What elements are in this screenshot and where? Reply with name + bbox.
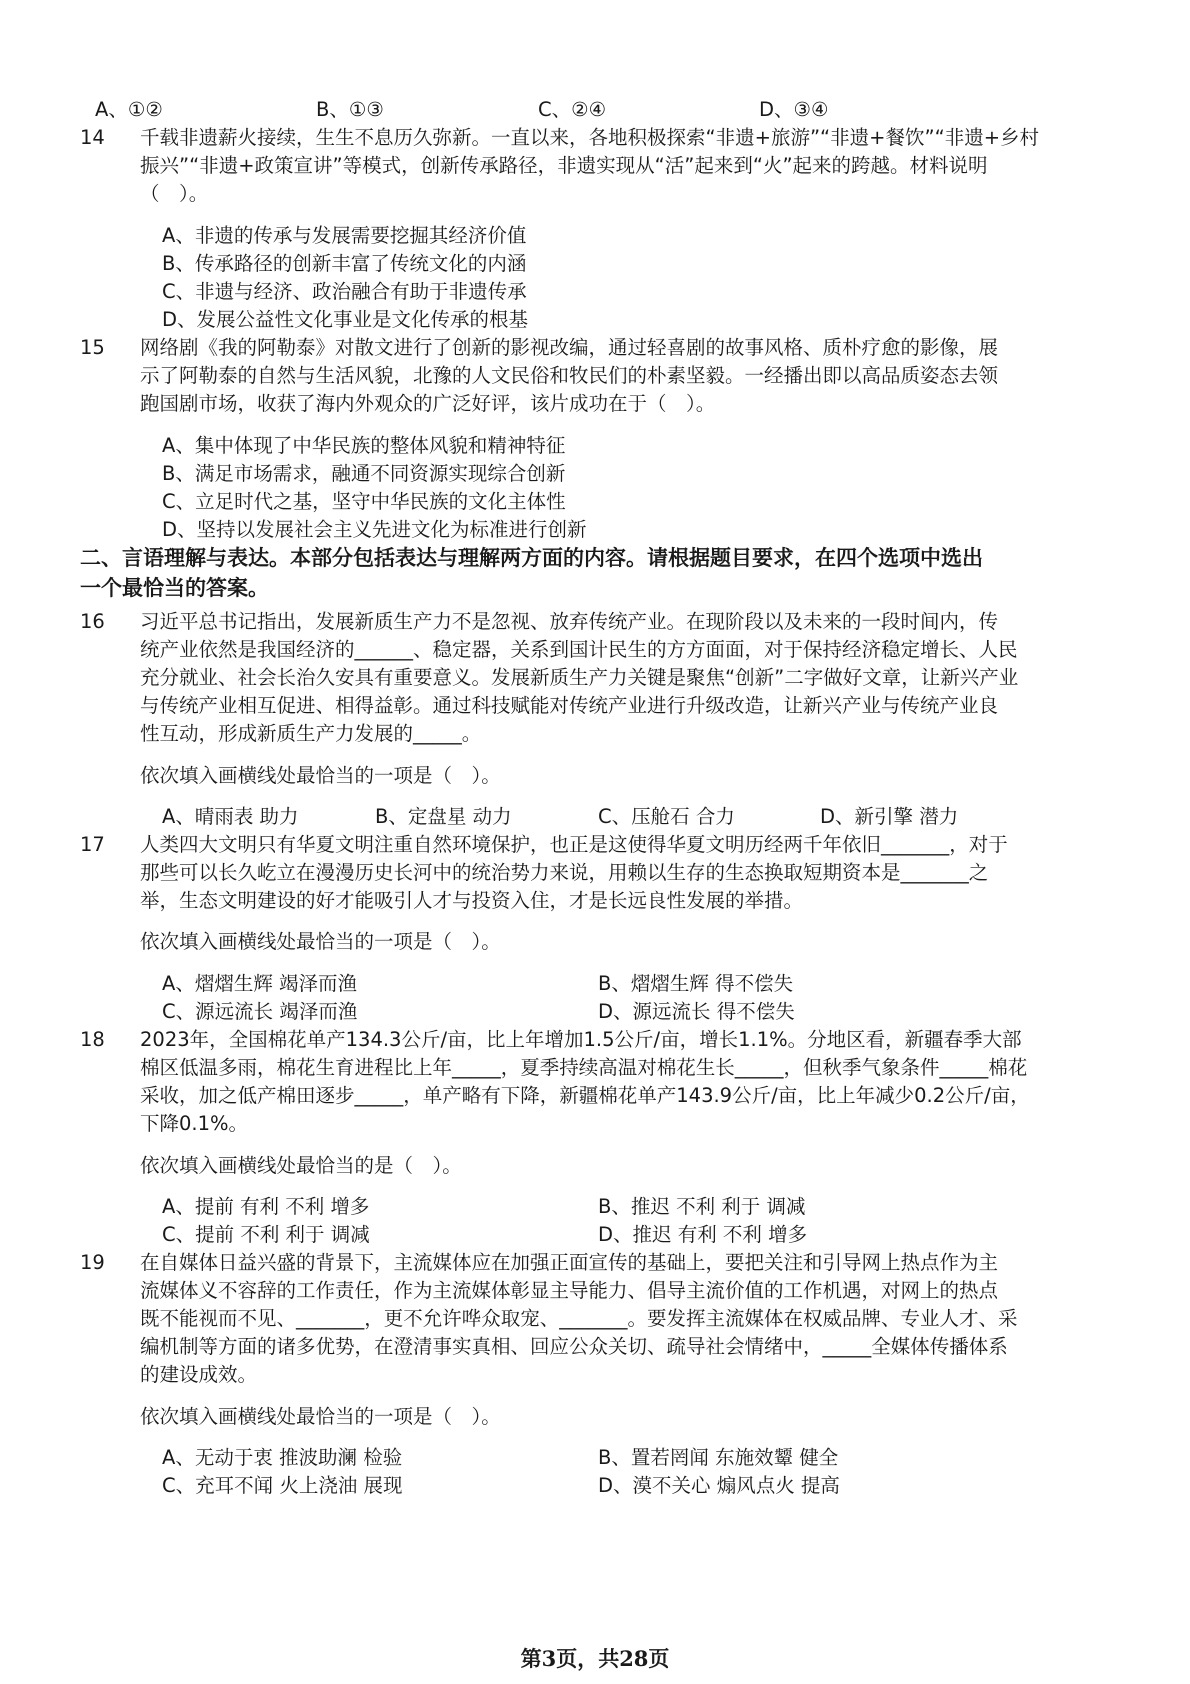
question-stem-line: 采收，加之低产棉田逐步_____，单产略有下降，新疆棉花单产143.9公斤/亩，比上年减少0.2公斤/亩， [140,1084,1030,1107]
question-number: 18 [80,1028,105,1051]
q13-option-d: D、③④ [759,98,829,121]
question-number: 15 [80,336,105,359]
q18-option-d: D、推迟 有利 不利 增多 [598,1223,808,1246]
question-prompt: 依次填入画横线处最恰当的一项是（ ）。 [140,930,501,953]
question-stem-line: 那些可以长久屹立在漫漫历史长河中的统治势力来说，用赖以生存的生态换取短期资本是_______之 [140,861,989,884]
question-stem-line: 举，生态文明建设的好才能吸引人才与投资入住，才是长远良性发展的举措。 [140,889,804,912]
question-stem-line: 统产业依然是我国经济的______、稳定器，关系到国计民生的方方面面，对于保持经济稳定增长、人民 [140,638,1018,661]
question-number: 17 [80,833,105,856]
q15-option-b: B、满足市场需求，融通不同资源实现综合创新 [162,462,566,485]
q17-option-a: A、熠熠生辉 竭泽而渔 [162,972,358,995]
question-number: 16 [80,610,105,633]
question-number: 14 [80,126,105,149]
q13-option-b: B、①③ [316,98,384,121]
q15-option-a: A、集中体现了中华民族的整体风貌和精神特征 [162,434,566,457]
question-stem-line: 既不能视而不见、_______，更不允许哗众取宠、_______。要发挥主流媒体在权威品牌、专业人才、采 [140,1307,1018,1330]
q13-option-c: C、②④ [538,98,607,121]
q14-option-b: B、传承路径的创新丰富了传统文化的内涵 [162,252,527,275]
q16-option-b: B、定盘星 动力 [375,805,512,828]
q14-option-d: D、发展公益性文化事业是文化传承的根基 [162,308,529,331]
question-stem-line: 在自媒体日益兴盛的背景下，主流媒体应在加强正面宣传的基础上，要把关注和引导网上热点作为主 [140,1251,999,1274]
question-stem-line: 棉区低温多雨，棉花生育进程比上年_____，夏季持续高温对棉花生长_____，但秋季气象条件_____棉花 [140,1056,1028,1079]
question-stem-line: 流媒体义不容辞的工作责任，作为主流媒体彰显主导能力、倡导主流价值的工作机遇，对网上的热点 [140,1279,999,1302]
question-stem-line: 习近平总书记指出，发展新质生产力不是忽视、放弃传统产业。在现阶段以及未来的一段时间内，传 [140,610,999,633]
question-stem-line: 下降0.1%。 [140,1112,249,1135]
question-prompt: 依次填入画横线处最恰当的是（ ）。 [140,1154,462,1177]
question-stem-line: 振兴”“非遗+政策宣讲”等模式，创新传承路径，非遗实现从“活”起来到“火”起来的跨越。材料说明 [140,154,988,177]
q16-option-c: C、压舱石 合力 [598,805,735,828]
q19-option-d: D、漠不关心 煽风点火 提高 [598,1474,840,1497]
question-stem-line: 与传统产业相互促进、相得益彰。通过科技赋能对传统产业进行升级改造，让新兴产业与传统产业良 [140,694,999,717]
question-stem-line: 的建设成效。 [140,1363,258,1386]
question-stem-line: 编机制等方面的诸多优势，在澄清事实真相、回应公众关切、疏导社会情绪中，_____全媒体传播体系 [140,1335,1008,1358]
q16-option-a: A、晴雨表 助力 [162,805,299,828]
question-number: 19 [80,1251,105,1274]
q15-option-c: C、立足时代之基，坚守中华民族的文化主体性 [162,490,566,513]
q13-option-a: A、①② [95,98,163,121]
q17-option-c: C、源远流长 竭泽而渔 [162,1000,358,1023]
page-number: 第3页，共28页 [520,1646,670,1671]
question-stem-line: 2023年，全国棉花单产134.3公斤/亩，比上年增加1.5公斤/亩，增长1.1%。分地区看，新疆春季大部 [140,1028,1022,1051]
q18-option-a: A、提前 有利 不利 增多 [162,1195,370,1218]
question-prompt: 依次填入画横线处最恰当的一项是（ ）。 [140,764,501,787]
question-stem-line: 跑国剧市场，收获了海内外观众的广泛好评，该片成功在于（ ）。 [140,392,716,415]
question-stem-line: 示了阿勒泰的自然与生活风貌，北豫的人文民俗和牧民们的朴素坚毅。一经播出即以高品质姿态去领 [140,364,999,387]
q15-option-d: D、坚持以发展社会主义先进文化为标准进行创新 [162,518,587,541]
question-stem-line: 网络剧《我的阿勒泰》对散文进行了创新的影视改编，通过轻喜剧的故事风格、质朴疗愈的影像，展 [140,336,999,359]
q18-option-c: C、提前 不利 利于 调减 [162,1223,370,1246]
q16-option-d: D、新引擎 潜力 [820,805,959,828]
q14-option-a: A、非遗的传承与发展需要挖掘其经济价值 [162,224,527,247]
question-prompt: 依次填入画横线处最恰当的一项是（ ）。 [140,1405,501,1428]
section-heading: 一个最恰当的答案。 [80,576,269,600]
section-heading: 二、言语理解与表达。本部分包括表达与理解两方面的内容。请根据题目要求，在四个选项中选出 [80,546,983,570]
question-stem-line: 性互动，形成新质生产力发展的_____。 [140,722,482,745]
q17-option-b: B、熠熠生辉 得不偿失 [598,972,794,995]
question-stem-line: （ ）。 [140,182,209,205]
question-stem-line: 充分就业、社会长治久安具有重要意义。发展新质生产力关键是聚焦“创新”二字做好文章，让新兴产业 [140,666,1019,689]
q19-option-a: A、无动于衷 推波助澜 检验 [162,1446,403,1469]
q17-option-d: D、源远流长 得不偿失 [598,1000,795,1023]
q14-option-c: C、非遗与经济、政治融合有助于非遗传承 [162,280,527,303]
q19-option-c: C、充耳不闻 火上浇油 展现 [162,1474,403,1497]
q19-option-b: B、置若罔闻 东施效颦 健全 [598,1446,839,1469]
question-stem-line: 人类四大文明只有华夏文明注重自然环境保护，也正是这使得华夏文明历经两千年依旧_______，对于 [140,833,1008,856]
q18-option-b: B、推迟 不利 利于 调减 [598,1195,806,1218]
question-stem-line: 千载非遗薪火接续，生生不息历久弥新。一直以来，各地积极探索“非遗+旅游”“非遗+餐饮”“非遗+乡村 [140,126,1040,149]
